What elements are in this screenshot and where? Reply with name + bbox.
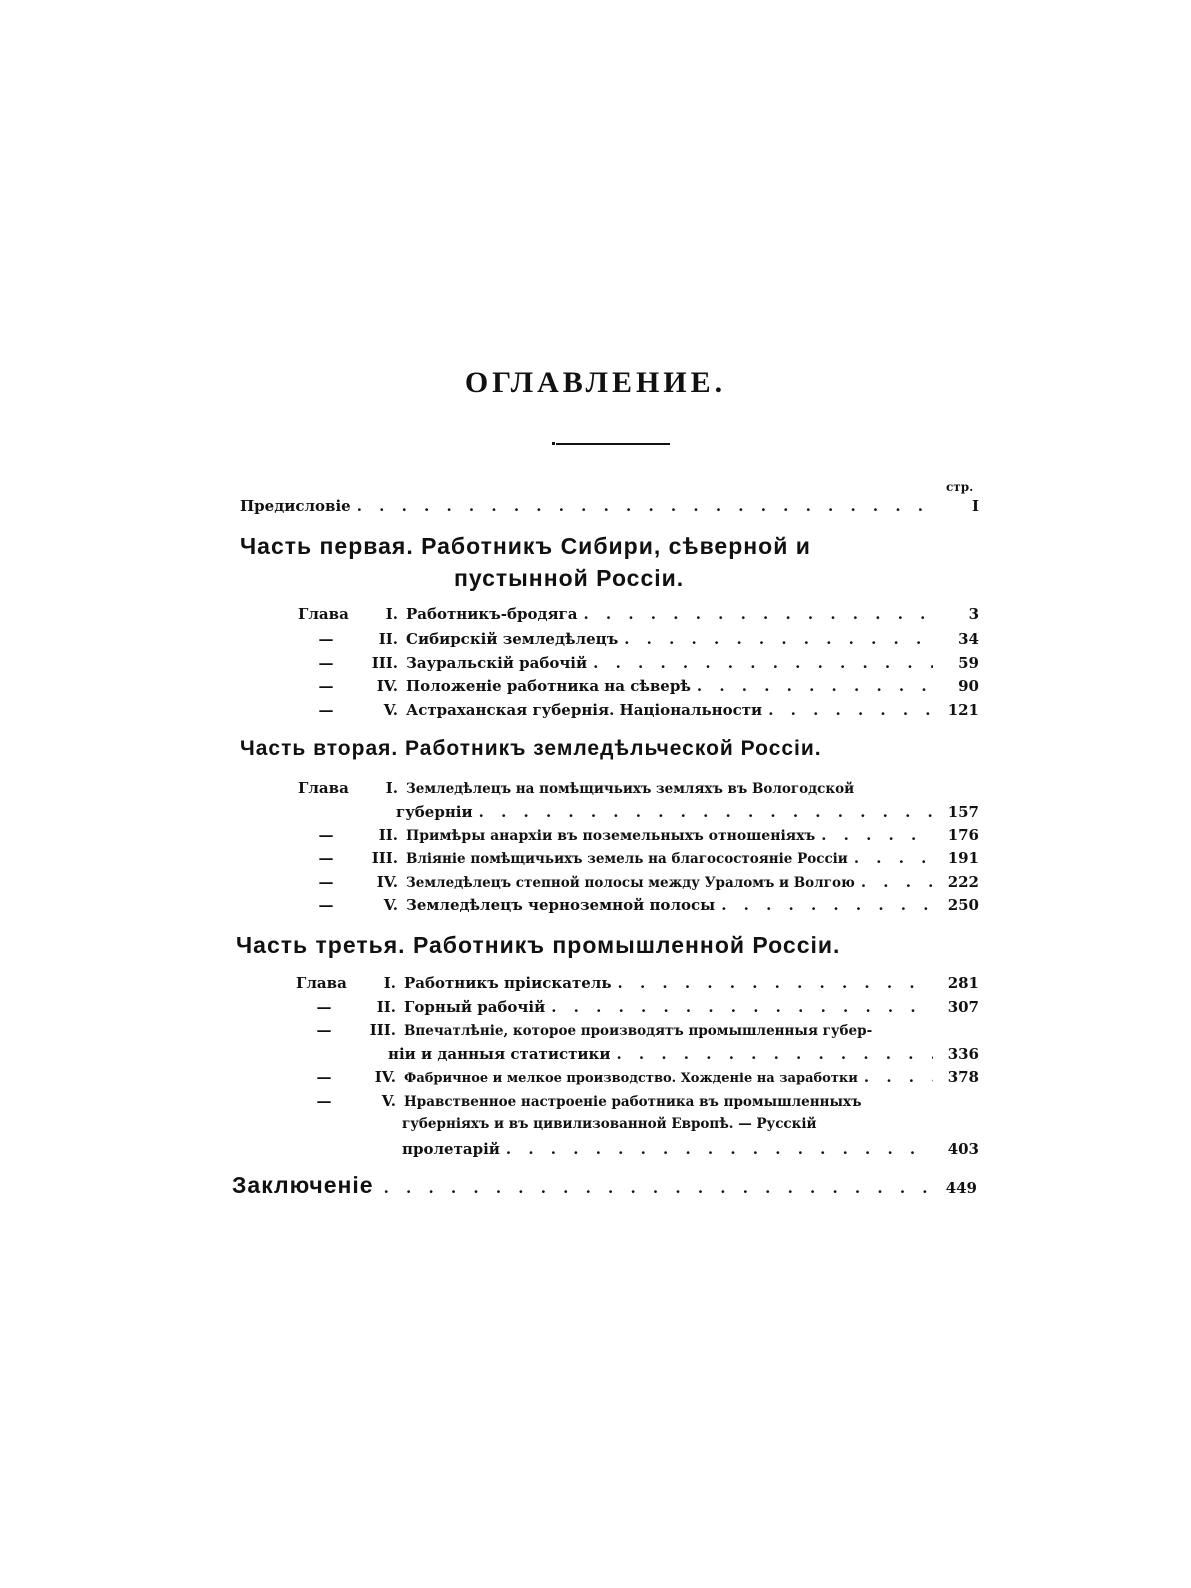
title-rule-dot bbox=[552, 442, 555, 445]
toc-entry[interactable] bbox=[298, 779, 979, 797]
chapter-prefix: — bbox=[318, 849, 334, 867]
leader-dots bbox=[864, 1068, 933, 1086]
chapter-number: III. bbox=[369, 1021, 396, 1039]
chapter-prefix: — bbox=[318, 654, 334, 672]
chapter-number: II. bbox=[378, 826, 398, 844]
chapter-prefix: — bbox=[318, 630, 334, 648]
page-number: 336 bbox=[947, 1045, 979, 1063]
chapter-number: IV. bbox=[374, 1068, 396, 1086]
toc-entry[interactable] bbox=[296, 1021, 979, 1039]
toc-title: ОГЛАВЛЕНИЕ. bbox=[464, 366, 727, 399]
part-heading-cont: пустынной Россіи. bbox=[454, 565, 685, 591]
title-rule bbox=[556, 443, 670, 445]
page-number: 90 bbox=[958, 677, 979, 695]
toc-entry[interactable] bbox=[298, 630, 979, 648]
page-number: 250 bbox=[947, 896, 979, 914]
leader-dots bbox=[384, 1179, 932, 1197]
chapter-number: I. bbox=[385, 779, 398, 797]
chapter-number: V. bbox=[381, 1092, 396, 1110]
chapter-title: Впечатлѣніе, которое производятъ промышленныя губер- bbox=[404, 1023, 873, 1039]
chapter-prefix: Глава bbox=[298, 605, 349, 623]
page-number: 449 bbox=[945, 1179, 977, 1197]
toc-entry[interactable] bbox=[296, 974, 979, 992]
chapter-number: III. bbox=[371, 654, 398, 672]
chapter-number: V. bbox=[383, 701, 398, 719]
chapter-title: Земледѣлецъ степной полосы между Ураломъ и Волгою bbox=[406, 875, 855, 891]
toc-entry[interactable] bbox=[298, 826, 979, 844]
toc-entry-cont[interactable] bbox=[396, 803, 979, 821]
toc-entry[interactable] bbox=[298, 605, 979, 623]
chapter-prefix: — bbox=[318, 873, 334, 891]
toc-entry[interactable] bbox=[298, 677, 979, 695]
leader-dots bbox=[506, 1140, 933, 1158]
leader-dots bbox=[854, 849, 933, 867]
chapter-prefix: — bbox=[318, 826, 334, 844]
leader-dots bbox=[624, 630, 933, 648]
chapter-prefix: — bbox=[318, 896, 334, 914]
toc-entry-preface[interactable] bbox=[240, 497, 979, 515]
chapter-prefix: — bbox=[318, 677, 334, 695]
chapter-prefix: — bbox=[318, 701, 334, 719]
page-number: 59 bbox=[958, 654, 979, 672]
toc-entry-cont[interactable] bbox=[402, 1140, 979, 1158]
chapter-title: Работникъ-бродяга bbox=[406, 605, 578, 623]
toc-entry-cont[interactable] bbox=[388, 1045, 979, 1063]
chapter-prefix: Глава bbox=[296, 974, 347, 992]
toc-entry[interactable] bbox=[296, 998, 979, 1016]
toc-entry[interactable] bbox=[298, 873, 979, 891]
leader-dots bbox=[721, 896, 933, 914]
chapter-number: IV. bbox=[376, 873, 398, 891]
leader-dots bbox=[768, 701, 933, 719]
part-heading: Часть первая. Работникъ Сибири, сѣверной и bbox=[240, 533, 811, 559]
chapter-prefix: Глава bbox=[298, 779, 349, 797]
toc-entry[interactable] bbox=[298, 701, 979, 719]
chapter-title: Фабричное и мелкое производство. Хожденіе на заработки bbox=[404, 1071, 858, 1086]
chapter-title: Нравственное настроеніе работника въ промышленныхъ bbox=[404, 1094, 862, 1110]
page-number: 378 bbox=[947, 1068, 979, 1086]
chapter-title-cont: пролетарій bbox=[402, 1140, 500, 1158]
leader-dots bbox=[357, 497, 933, 515]
chapter-title-cont: губерніи bbox=[396, 803, 473, 821]
chapter-title: Положеніе работника на сѣверѣ bbox=[406, 677, 691, 695]
page-number: 222 bbox=[947, 873, 979, 891]
leader-dots bbox=[616, 1045, 933, 1063]
chapter-number: I. bbox=[385, 605, 398, 623]
page-number: 191 bbox=[947, 849, 979, 867]
leader-dots bbox=[618, 974, 933, 992]
leader-dots bbox=[861, 873, 933, 891]
chapter-title: Примѣры анархіи въ поземельныхъ отношеніяхъ bbox=[406, 828, 816, 844]
toc-entry[interactable] bbox=[298, 896, 979, 914]
page-number: 281 bbox=[947, 974, 979, 992]
chapter-number: IV. bbox=[376, 677, 398, 695]
toc-entry[interactable] bbox=[298, 654, 979, 672]
toc-entry[interactable] bbox=[296, 1068, 979, 1086]
entry-label: Заключеніе bbox=[232, 1172, 374, 1198]
leader-dots bbox=[551, 998, 933, 1016]
chapter-title: Вліяніе помѣщичьихъ земель на благосостояніе Россіи bbox=[406, 851, 848, 867]
chapter-title: Работникъ пріискатель bbox=[404, 974, 612, 992]
page-number: 176 bbox=[947, 826, 979, 844]
entry-label: Предисловіе bbox=[240, 497, 351, 515]
chapter-number: I. bbox=[383, 974, 396, 992]
chapter-number: II. bbox=[376, 998, 396, 1016]
chapter-title: Зауральскій рабочій bbox=[406, 654, 588, 672]
chapter-title-cont: губерніяхъ и въ цивилизованной Европѣ. — Русскій bbox=[402, 1116, 817, 1132]
toc-entry[interactable] bbox=[296, 1092, 979, 1110]
page-number: 307 bbox=[947, 998, 979, 1016]
chapter-title: Земледѣлецъ черноземной полосы bbox=[406, 896, 716, 914]
chapter-number: II. bbox=[378, 630, 398, 648]
page-number: 157 bbox=[947, 803, 979, 821]
page-number: I bbox=[971, 497, 979, 515]
page-number: 34 bbox=[958, 630, 979, 648]
chapter-number: III. bbox=[371, 849, 398, 867]
leader-dots bbox=[479, 803, 933, 821]
leader-dots bbox=[593, 654, 933, 672]
page-column-label: стр. bbox=[946, 480, 974, 494]
toc-entry[interactable] bbox=[298, 849, 979, 867]
chapter-number: V. bbox=[383, 896, 398, 914]
chapter-title: Горный рабочій bbox=[404, 998, 546, 1016]
chapter-title: Астраханская губернія. Національности bbox=[406, 701, 763, 719]
page-number: 3 bbox=[968, 605, 979, 623]
page-number: 121 bbox=[947, 701, 979, 719]
chapter-prefix: — bbox=[316, 1021, 332, 1039]
chapter-prefix: — bbox=[316, 998, 332, 1016]
leader-dots bbox=[697, 677, 933, 695]
chapter-title: Земледѣлецъ на помѣщичьихъ земляхъ въ Вологодской bbox=[406, 781, 855, 797]
leader-dots bbox=[583, 605, 933, 623]
chapter-title-cont: ніи и данныя статистики bbox=[388, 1045, 611, 1063]
part-heading: Часть вторая. Работникъ земледѣльческой Россіи. bbox=[240, 737, 822, 760]
chapter-title: Сибирскій земледѣлецъ bbox=[406, 630, 619, 648]
part-heading: Часть третья. Работникъ промышленной Россіи. bbox=[236, 932, 841, 958]
page-number: 403 bbox=[947, 1140, 979, 1158]
toc-entry-conclusion[interactable] bbox=[232, 1172, 977, 1199]
chapter-prefix: — bbox=[316, 1068, 332, 1086]
chapter-prefix: — bbox=[316, 1092, 332, 1110]
leader-dots bbox=[821, 826, 933, 844]
